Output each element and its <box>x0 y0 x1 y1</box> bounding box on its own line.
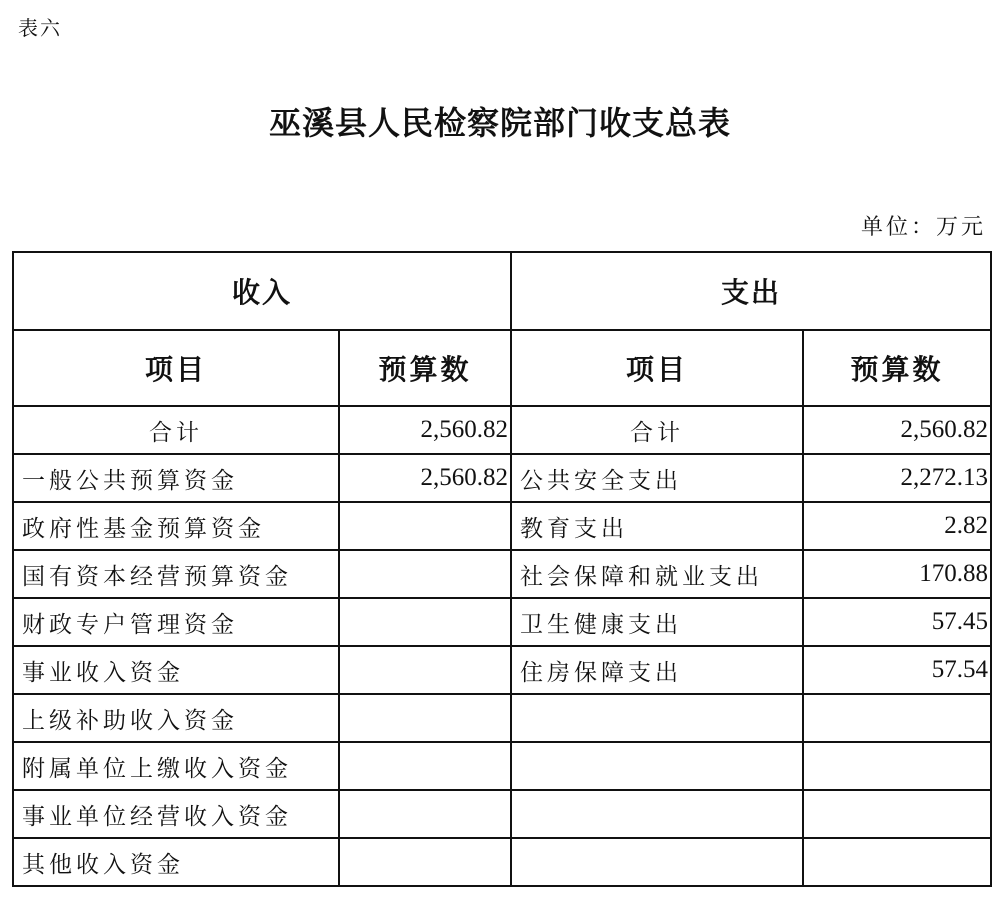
total-row <box>13 406 991 454</box>
expense-item-cell: 卫生健康支出 <box>511 598 803 646</box>
income-budget-cell <box>339 550 511 598</box>
column-header-row <box>13 330 991 406</box>
income-item-cell: 国有资本经营预算资金 <box>13 550 339 598</box>
income-item-cell: 财政专户管理资金 <box>13 598 339 646</box>
income-item-column-header: 项目 <box>13 330 339 406</box>
expense-budget-cell: 2,560.82 <box>803 406 991 454</box>
table-row <box>13 838 991 886</box>
expense-item-cell <box>511 694 803 742</box>
income-budget-cell <box>339 742 511 790</box>
expense-item-cell: 住房保障支出 <box>511 646 803 694</box>
table-row <box>13 742 991 790</box>
table-row <box>13 694 991 742</box>
income-budget-cell <box>339 838 511 886</box>
income-budget-cell <box>339 790 511 838</box>
table-label: 表六 <box>18 16 62 40</box>
expense-item-column-header: 项目 <box>511 330 803 406</box>
expense-item-cell <box>511 790 803 838</box>
table-row <box>13 598 991 646</box>
expense-budget-cell <box>803 838 991 886</box>
table-row <box>13 550 991 598</box>
expense-budget-cell: 57.45 <box>803 598 991 646</box>
income-item-cell: 附属单位上缴收入资金 <box>13 742 339 790</box>
table-row <box>13 646 991 694</box>
expense-item-cell <box>511 742 803 790</box>
expense-item-cell: 教育支出 <box>511 502 803 550</box>
expense-item-cell: 合计 <box>511 406 803 454</box>
unit-label: 单位：万元 <box>860 215 986 240</box>
table-row <box>13 454 991 502</box>
income-item-cell: 其他收入资金 <box>13 838 339 886</box>
expense-budget-cell <box>803 742 991 790</box>
expense-item-cell: 公共安全支出 <box>511 454 803 502</box>
expense-item-cell: 社会保障和就业支出 <box>511 550 803 598</box>
income-budget-cell: 2,560.82 <box>339 454 511 502</box>
income-section-header: 收入 <box>13 252 511 330</box>
expense-budget-cell <box>803 694 991 742</box>
table-row <box>13 790 991 838</box>
page-title: 巫溪县人民检察院部门收支总表 <box>268 104 731 142</box>
expense-budget-column-header: 预算数 <box>803 330 991 406</box>
expense-budget-cell: 2,272.13 <box>803 454 991 502</box>
income-budget-cell <box>339 598 511 646</box>
income-budget-cell <box>339 694 511 742</box>
income-item-cell: 政府性基金预算资金 <box>13 502 339 550</box>
section-header-row <box>13 252 991 330</box>
income-item-cell: 一般公共预算资金 <box>13 454 339 502</box>
expense-section-header: 支出 <box>511 252 991 330</box>
income-budget-cell: 2,560.82 <box>339 406 511 454</box>
income-item-cell: 合计 <box>13 406 339 454</box>
budget-summary-table <box>12 251 992 887</box>
income-budget-cell <box>339 502 511 550</box>
income-budget-column-header: 预算数 <box>339 330 511 406</box>
expense-budget-cell: 170.88 <box>803 550 991 598</box>
income-budget-cell <box>339 646 511 694</box>
expense-budget-cell <box>803 790 991 838</box>
expense-item-cell <box>511 838 803 886</box>
expense-budget-cell: 2.82 <box>803 502 991 550</box>
income-item-cell: 上级补助收入资金 <box>13 694 339 742</box>
income-item-cell: 事业单位经营收入资金 <box>13 790 339 838</box>
income-item-cell: 事业收入资金 <box>13 646 339 694</box>
table-row <box>13 502 991 550</box>
expense-budget-cell: 57.54 <box>803 646 991 694</box>
